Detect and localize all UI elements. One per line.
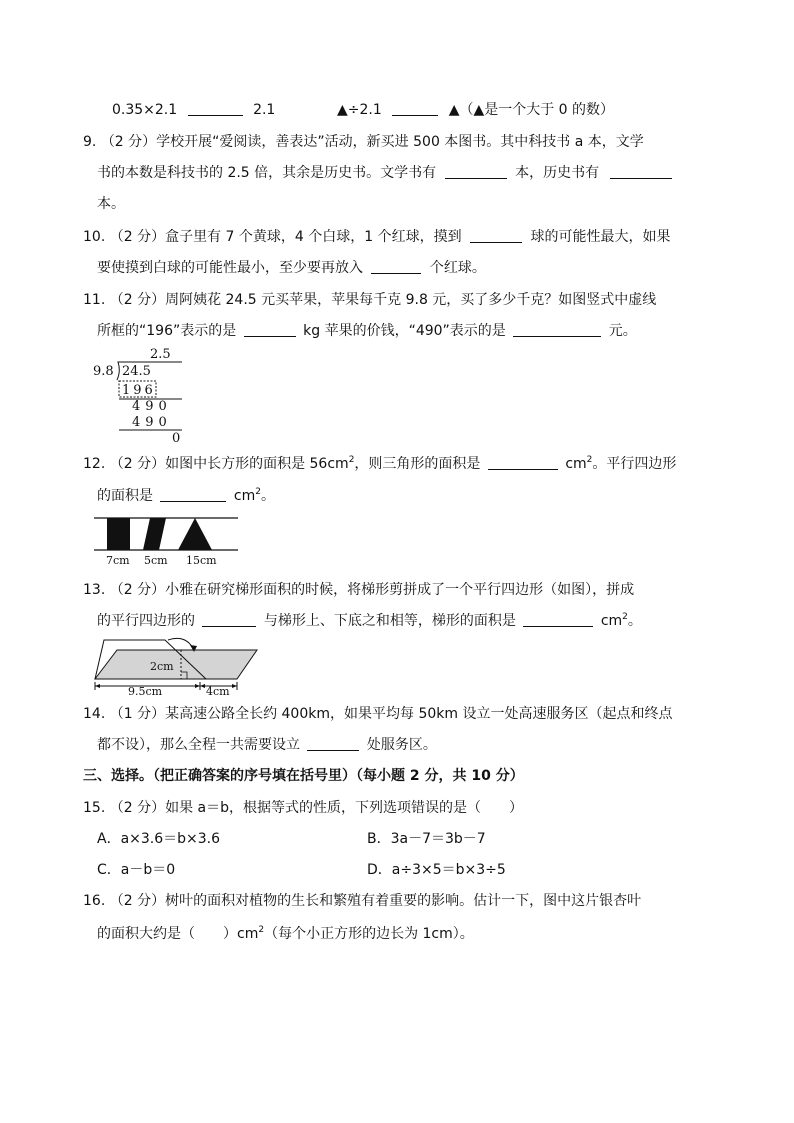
q-number: 11. (83, 292, 106, 308)
q9-line3: 本。 (97, 196, 125, 212)
shapes-figure (94, 512, 240, 568)
q13-stem: （2 分）小雅在研究梯形面积的时候，将梯形剪拼成了一个平行四边形（如图），拼成 (109, 582, 635, 598)
q14-text: 处服务区。 (366, 737, 437, 753)
q12-text: cm (565, 456, 587, 472)
expr-right: 2.1 (253, 102, 276, 118)
q11-text: kg 苹果的价钱，“490”表示的是 (303, 323, 506, 339)
partial-product-196: 196 (122, 383, 156, 398)
q11-stem: （2 分）周阿姨花 24.5 元买苹果，苹果每千克 9.8 元，买了多少千克？如图竖式中虚线 (109, 292, 657, 308)
superscript: 2 (622, 612, 628, 622)
q-number: 15. (83, 800, 106, 816)
q-number: 9. (83, 134, 97, 150)
note: （▲是一个大于 0 的数） (459, 102, 615, 118)
q-number: 13. (83, 582, 106, 598)
q16-text: （每个小正方形的边长为 1cm）。 (264, 926, 474, 942)
q9-line1 (83, 133, 644, 151)
q16-line2 (97, 925, 474, 943)
q12-line1 (83, 455, 676, 473)
q10-text: 要使摸到白球的可能性最小，至少要再放入 (97, 260, 363, 276)
q12-text: 。平行四边形 (592, 456, 677, 472)
q13-line2 (97, 612, 642, 630)
q12-text: 。 (260, 488, 275, 504)
q16-text: 的面积大约是（ ）cm (97, 926, 259, 942)
q9-stem: （2 分）学校开展“爱阅读，善表达”活动，新买进 500 本图书。其中科技书 a 本，文学 (100, 134, 644, 150)
section-heading: 三、选择。（把正确答案的序号填在括号里）（每小题 2 分，共 10 分） (83, 768, 524, 784)
answer-blank[interactable] (160, 487, 226, 502)
q10-text: 球的可能性最大，如果 (530, 229, 671, 245)
long-division-figure (90, 344, 190, 446)
q13-text: 的平行四边形的 (97, 613, 195, 629)
superscript: 2 (255, 487, 261, 497)
q10-text: 个红球。 (429, 260, 486, 276)
q14-text: 都不设），那么全程一共需要设立 (97, 737, 300, 753)
q12-line2 (97, 487, 275, 505)
answer-blank[interactable] (392, 101, 438, 116)
partial-product-490: 490 (132, 415, 172, 430)
rotation-arrow (168, 638, 194, 650)
q16-stem: （2 分）树叶的面积对植物的生长和繁殖有着重要的影响。估计一下，图中这片银杏叶 (109, 893, 642, 909)
q13-text: 与梯形上、下底之和相等，梯形的面积是 (263, 613, 516, 629)
label-5cm: 5cm (144, 554, 168, 567)
triangle-symbol: ▲ (448, 102, 460, 118)
q13-text: 。 (627, 613, 642, 629)
option-a[interactable]: A．a×3.6＝b×3.6 (97, 831, 221, 847)
answer-blank[interactable] (523, 612, 593, 627)
inequality-line (112, 101, 275, 119)
divisor: 9.8 (93, 364, 114, 379)
answer-blank[interactable] (202, 612, 256, 627)
q11-text: 元。 (608, 323, 637, 339)
option-b[interactable]: B．3a－7＝3b－7 (367, 831, 486, 847)
remainder-490: 490 (132, 399, 172, 414)
q9-text: 本，历史书有 (515, 165, 600, 181)
answer-blank[interactable] (488, 455, 558, 470)
answer-blank[interactable] (513, 322, 601, 337)
height-label: 2cm (150, 660, 174, 673)
answer-blank[interactable] (610, 164, 672, 179)
label-15cm: 15cm (186, 554, 217, 567)
answer-blank[interactable] (445, 164, 507, 179)
quotient: 2.5 (150, 347, 171, 362)
q14-line2 (97, 736, 437, 754)
trapezoid-figure (90, 636, 260, 698)
answer-blank[interactable] (470, 228, 522, 243)
q14-stem: （1 分）某高速公路全长约 400km，如果平均每 50km 设立一处高速服务区（起点和终点 (109, 706, 673, 722)
q12-text: ，则三角形的面积是 (354, 456, 481, 472)
dividend: 24.5 (122, 364, 151, 379)
expr-left: 0.35×2.1 (112, 102, 178, 118)
answer-blank[interactable] (188, 101, 243, 116)
q10-text: （2 分）盒子里有 7 个黄球，4 个白球，1 个红球，摸到 (109, 229, 462, 245)
q13-line1 (83, 581, 634, 599)
option-c[interactable]: C．a－b＝0 (97, 862, 176, 878)
q-number: 16. (83, 893, 106, 909)
parallelogram-shape (95, 650, 257, 679)
q12-text: cm (233, 488, 256, 504)
q-number: 10. (83, 229, 106, 245)
q14-line1 (83, 705, 672, 723)
q13-text: cm (600, 613, 623, 629)
answer-blank[interactable] (244, 322, 296, 337)
parallelogram-shape (143, 518, 166, 550)
triangle-symbol: ▲ (337, 102, 348, 118)
q10-line1 (83, 228, 671, 246)
q15-stem: （2 分）如果 a＝b，根据等式的性质，下列选项错误的是（ ） (109, 800, 523, 816)
base-a-label: 9.5cm (128, 685, 163, 698)
base-b-label: 4cm (206, 685, 230, 698)
rectangle-shape (107, 518, 130, 550)
superscript: 2 (348, 455, 355, 465)
q9-line2 (97, 164, 672, 182)
superscript: 2 (258, 925, 265, 935)
inequality-line-2 (337, 101, 614, 119)
answer-blank[interactable] (307, 736, 359, 751)
q15-line1 (83, 799, 523, 817)
q9-text: 书的本数是科技书的 2.5 倍，其余是历史书。文学书有 (97, 165, 437, 181)
q12-text: （2 分）如图中长方形的面积是 56cm (109, 456, 349, 472)
q10-line2 (97, 259, 486, 277)
q11-text: 所框的“196”表示的是 (97, 323, 237, 339)
q11-line2 (97, 322, 637, 340)
q-number: 14. (83, 706, 106, 722)
answer-blank[interactable] (371, 259, 421, 274)
label-7cm: 7cm (106, 554, 130, 567)
triangle-shape (178, 518, 212, 550)
q-number: 12. (83, 456, 106, 472)
q11-line1 (83, 291, 656, 309)
superscript: 2 (586, 455, 593, 465)
final-remainder: 0 (172, 431, 181, 446)
q16-line1 (83, 892, 641, 910)
option-d[interactable]: D．a÷3×5＝b×3÷5 (367, 862, 506, 878)
q12-text: 的面积是 (97, 488, 153, 504)
expr-div: ÷2.1 (347, 102, 382, 118)
